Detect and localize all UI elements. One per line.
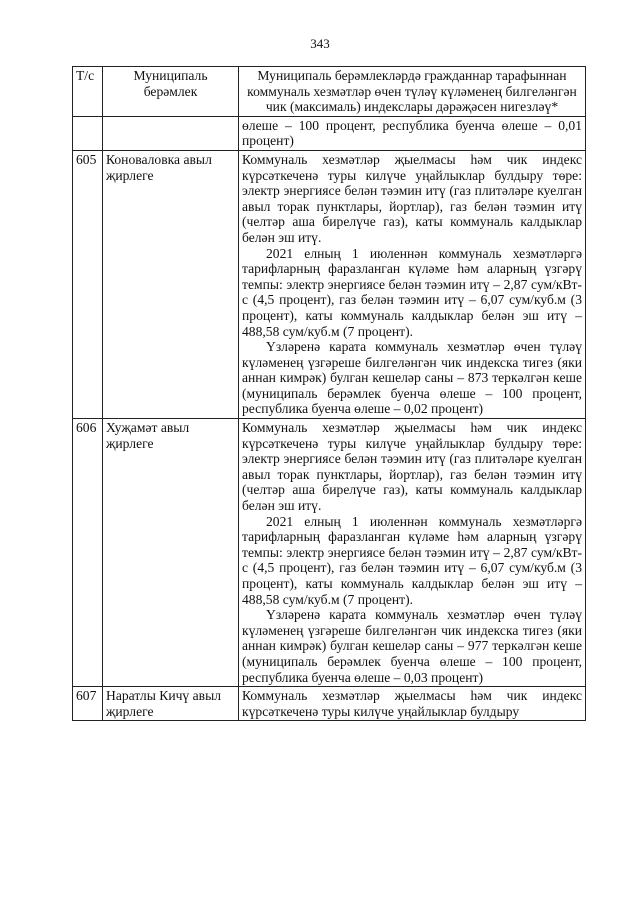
row-paragraph: Коммуналь хезмәтләр җыелмасы һәм чик индекс күрсәткеченә туры килүче уңайлыклар булдыру төре: электр энергиясе белән тәэмин итү (газ плитәләре куелган авыл торак пунктлары, йортлар), газ белән тәэмин итү (челтәр аша бирелүче газ), каты коммуналь калдыклар белән эш итү. [242, 151, 582, 245]
table-row [73, 687, 586, 721]
row-municipality: Наратлы Кичү авыл җирлеге [103, 687, 239, 721]
row-paragraph: 2021 елның 1 июленнән коммуналь хезмәтләргә тарифларның фаразланган күләме һәм аларның үзгәрү темпы: электр энергиясе белән тәэмин итү – 2,87 сум/кВт-с (4,5 процент), газ белән тәэмин итү – 6,07 сум/куб.м (3 процент), каты коммуналь калдыклар белән эш итү – 488,58 сум/куб.м (7 процент). [242, 245, 582, 339]
table-row [73, 419, 586, 687]
row-municipality: Хуҗамәт авыл җирлеге [103, 419, 239, 687]
row-basis-cell [239, 419, 586, 687]
table-header-row [73, 67, 586, 117]
row-paragraph: Коммуналь хезмәтләр җыелмасы һәм чик индекс күрсәткеченә туры килүче уңайлыклар булдыру төре: электр энергиясе белән тәэмин итү (газ плитәләре куелган авыл торак пунктлары, йортлар), газ белән тәэмин итү (челтәр аша бирелүче газ), каты коммуналь калдыклар белән эш итү. [242, 420, 582, 514]
row-paragraph: 2021 елның 1 июленнән коммуналь хезмәтләргә тарифларның фаразланган күләме һәм аларның үзгәрү темпы: электр энергиясе белән тәэмин итү – 2,87 сум/кВт-с (4,5 процент), газ белән тәэмин итү – 6,07 сум/куб.м (3 процент), каты коммуналь калдыклар белән эш итү – 488,58 сум/куб.м (7 процент). [242, 513, 582, 607]
continuation-text: өлеше – 100 процент, республика буенча өлеше – 0,01 процент) [242, 117, 582, 149]
row-basis-cell [239, 687, 586, 721]
row-number: 606 [73, 419, 103, 687]
row-paragraph: Коммуналь хезмәтләр җыелмасы һәм чик индекс күрсәткеченә туры килүче уңайлыклар булдыру [242, 688, 582, 719]
page-number: 343 [310, 36, 330, 51]
row-paragraph: Үзләренә карата коммуналь хезмәтләр өчен түләү күләменең үзгәреше билгеләнгән чик индекска тигез (яки аннан кимрәк) булган кешеләр саны – 977 теркәлгән кеше (муниципаль берәмлек буенча өлеше – 100 процент, республика буенча өлеше – 0,03 процент) [242, 607, 582, 685]
header-basis: Муниципаль берәмлекләрдә гражданнар тарафыннан коммуналь хезмәтләр өчен түләү күләменең билгеләнгән чик (максималь) индекслары дәрәҗәсен нигезләү* [239, 67, 586, 117]
row-number: 605 [73, 150, 103, 418]
row-number: 607 [73, 687, 103, 721]
row-paragraph: Үзләренә карата коммуналь хезмәтләр өчен түләү күләменең үзгәреше билгеләнгән чик индекска тигез (яки аннан кимрәк) булган кешеләр саны – 873 теркәлгән кеше (муниципаль берәмлек буенча өлеше – 100 процент, республика буенча өлеше – 0,02 процент) [242, 339, 582, 417]
tariff-index-table [72, 66, 586, 721]
row-municipality: Коноваловка авыл җирлеге [103, 150, 239, 418]
continuation-text-cell [239, 116, 586, 150]
continuation-municipality-cell [103, 116, 239, 150]
header-municipality: Муниципаль берәмлек [103, 67, 239, 117]
table-row-continuation [73, 116, 586, 150]
continuation-num-cell [73, 116, 103, 150]
table-row [73, 150, 586, 418]
row-basis-cell [239, 150, 586, 418]
header-num: Т/с [73, 67, 103, 117]
